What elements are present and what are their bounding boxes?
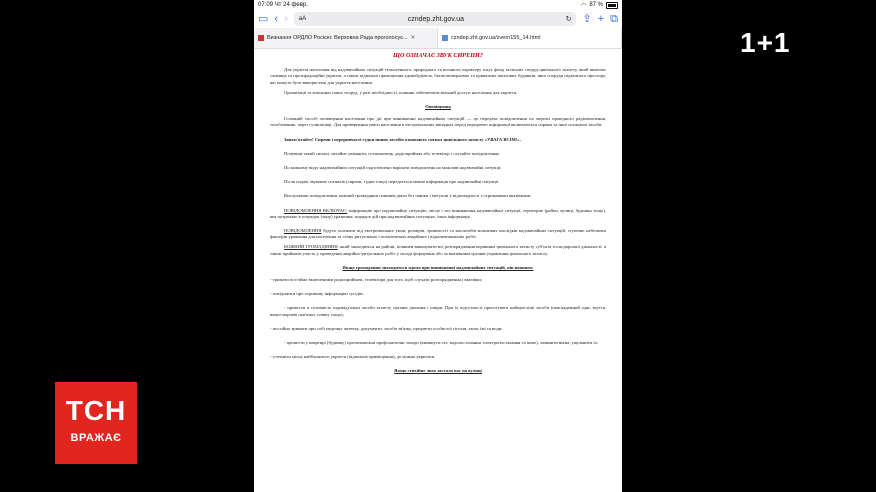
paragraph: Головний спосіб оповіщення населення про дії при виникненні надзвичайних ситуацій — це передача повідомлення по мережі провідного радіомовлення, телебаченню, через гучномовці. Для привернення уваги населення в екстремальних випадках перед передачею інформації включаються сирени та інші сигнальні засоби. (270, 116, 606, 128)
sidebar-icon[interactable]: ▭ (258, 12, 269, 25)
share-icon[interactable]: ⇪ (582, 12, 592, 25)
tab-czndep[interactable] (438, 28, 622, 48)
close-tab-icon[interactable]: ✕ (410, 35, 416, 41)
tab-title: czndep.zht.gov.ua/zvern155_14.html (451, 35, 541, 41)
inline-label: ПОВІДОМЛЕННЯ ВКЛЮЧАЄ: (284, 207, 348, 213)
paragraph (270, 208, 606, 220)
tab-title: Визнання ОРДЛО Росією: Верховна Рада проголосує... (267, 35, 408, 41)
paragraph: Для укриття населення від надзвичайних ситуацій техногенного, природного та воєнного характеру існує фонд захисних споруд цивільного захисту, який включає сховища та протирадіаційні укриття, а також підвальні приміщення адмінбудівель, багатоповерхових та приватних житлових будинків, інші споруди підземного простору, які можуть бути використані для укриття населення. (270, 67, 606, 85)
inline-label: КОЖНИЙ ГРОМАДЯНИН (284, 244, 338, 250)
paragraph-text: , який знаходиться на районі, повинен виконувати всі розпорядження керівника цивільного захисту суб'єкта господарської діяльності, а також приймати участь у проведенні аварійно-ритуальних робіт у складі формувань або за вказівками органів управління цивільного захисту. (270, 244, 606, 256)
tsn-badge (55, 382, 137, 464)
url-text: czndep.zht.gov.ua (407, 15, 464, 23)
paragraph: Вислухавши повідомлення, кожний громадянин повинен діяти без паніки і метушні у відповідності з отриманими вказівками. (284, 193, 532, 199)
paragraph-text: будуть залежати від екстремальних умов, розмірів, тривалості та масштабів можливих наслідків надзвичайних ситуацій, ступеню небезпеки факторів ураження для населення та стану ритуальних і позаштатних аварійних і відновлювальних робіт. (270, 228, 606, 240)
list-item: - провести у квартирі (будинку) протипожежні профілактичні заходи (вимкнути газ, водопостачання, електропостачання та інше), зачинити вікна, ущільнити їх; (284, 340, 599, 346)
tabs-overview-icon[interactable]: ⧉ (610, 12, 618, 25)
status-time: 07:09 (258, 2, 274, 8)
browser-toolbar (254, 10, 622, 28)
reload-icon[interactable]: ↻ (565, 16, 572, 23)
paragraph: Організації та власники таких споруд, у разі необхідності, повинні забезпечити вільний доступ населення для укриття. (284, 89, 518, 95)
add-tab-icon[interactable]: + (597, 12, 605, 25)
forward-icon[interactable]: › (284, 12, 288, 25)
tsn-logo: ТСН (65, 395, 127, 426)
paragraph: Почувши такий сигнал, негайно увімкніть гучномовець, радіоприймач або телевізор і слухайте повідомлення. (284, 150, 500, 156)
reader-settings-button[interactable]: aA (298, 16, 307, 22)
section-heading-notification: Оповіщення (425, 104, 451, 110)
page-favicon-icon (442, 35, 448, 41)
battery-level: 87 % (589, 2, 603, 8)
back-icon[interactable]: ‹ (274, 12, 279, 25)
status-time-date (258, 2, 308, 8)
status-date: Чт 24 февр. (274, 2, 308, 8)
page-title: ЩО ОЗНАЧАЄ ЗВУК СИРЕНИ? (393, 52, 483, 59)
list-item: - повідомити про отриману інформацію сусідів; (270, 291, 364, 297)
list-item: - привести в готовність індивідуальні засоби захисту органів дихання і шкіри. При їх відсутності приготувати найпростіші засоби (повсякденний одяг, взуття, ватно-марлеві пов'язки, плівку тощо); (270, 305, 606, 317)
paragraph (270, 228, 606, 240)
status-bar (254, 0, 622, 10)
inline-label: ПОВІДОМЛЕННЯ (284, 228, 322, 234)
section-heading-at-home: Якщо громадянин знаходиться вдома при виникненні надзвичайних ситуацій, він повинен: (342, 264, 534, 270)
tsn-tagline: ВРАЖАЄ (70, 432, 122, 444)
page-content (254, 49, 622, 375)
warning-paragraph: Запам'ятайте! Сирени і переривчасті гудки інших засобів означають сигнал цивільного захисту «УВАГА ВСІМ!». (284, 136, 521, 142)
paragraph-text: інформацію про надзвичайну ситуацію, місце і час виникнення надзвичайної ситуації, територію (район, вулиці, будинки тощо), яка потрапляє в осередок (зону) ураження, порядок дій при надзвичайних ситуаціях, інша інформація. (270, 207, 606, 219)
list-item: - тримати постійно включеними радіоприймачі, телевізори для того, щоб слухати розпорядження і вказівки; (270, 277, 483, 283)
tsn-favicon-icon (258, 35, 264, 41)
list-item: - постійно тримати при собі медичну аптечку, документи, засоби зв'язку, предмети особистої гігієни, запас їжі та води; (270, 325, 503, 331)
tab-verkhovna-rada[interactable] (254, 28, 438, 48)
section-heading-on-street: Якщо стихійне лихо застало вас на вулиці (394, 368, 482, 374)
tablet-screen (254, 0, 622, 492)
battery-icon (606, 2, 618, 9)
paragraph: Після подачі звукових сигналів (сирени, гудки тощо) передається мовна інформація про надзвичайні ситуації. (284, 179, 500, 185)
address-bar[interactable] (294, 12, 577, 26)
channel-logo: 1+1 (740, 27, 791, 58)
paragraph: По кожному виду надзвичайних ситуацій підготовлено варіанти повідомлень на можливі надзвичайні ситуації. (284, 165, 502, 171)
list-item: - уточнити місце найближчого укриття (підвальне приміщення), де можна укритися. (270, 354, 436, 360)
wifi-icon: ◠ (581, 2, 587, 9)
tab-bar (254, 28, 622, 49)
paragraph (270, 244, 606, 256)
